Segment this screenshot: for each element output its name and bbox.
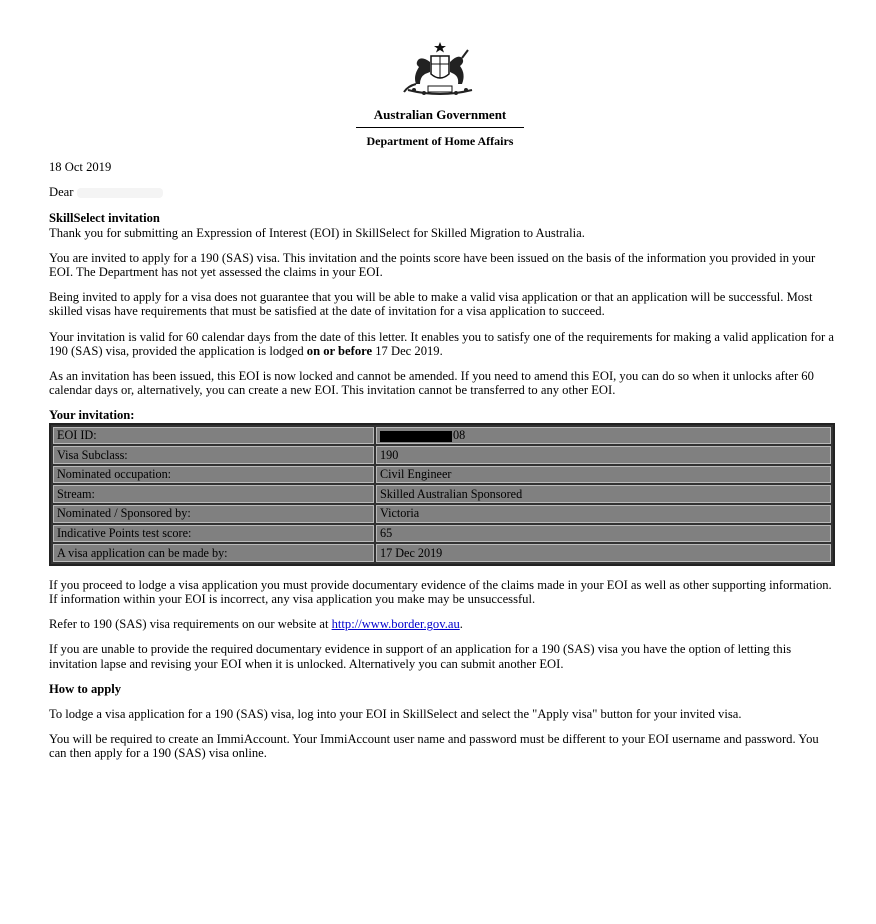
table-label: Indicative Points test score: bbox=[53, 525, 374, 543]
table-value: 17 Dec 2019 bbox=[376, 544, 831, 562]
table-value: 190 bbox=[376, 446, 831, 464]
table-row bbox=[53, 544, 831, 562]
coat-of-arms-icon bbox=[398, 40, 482, 100]
how-to-apply-heading: How to apply bbox=[49, 681, 122, 696]
letter-date: 18 Oct 2019 bbox=[49, 160, 112, 174]
paragraph-invited: You are invited to apply for a 190 (SAS) visa. This invitation and the points score have been issued on the basis of the information you provided in your EOI. The Department has not yet assessed the claims in your EOI. bbox=[49, 250, 816, 280]
paragraph-intro: Thank you for submitting an Expression of Interest (EOI) in SkillSelect for Skilled Migration to Australia. bbox=[49, 225, 585, 240]
redaction-block bbox=[380, 431, 452, 442]
table-label: A visa application can be made by: bbox=[53, 544, 374, 562]
table-label: Stream: bbox=[53, 485, 374, 503]
paragraph-locked: As an invitation has been issued, this EOI is now locked and cannot be amended. If you need to amend this EOI, you can do so when it unlocks after 60 calendar days or, alternatively, you can create a new EOI. This invitation cannot be transferred to any other EOI. bbox=[49, 369, 814, 398]
border-website-link[interactable]: http://www.border.gov.au bbox=[331, 617, 460, 632]
paragraph-immiaccount: You will be required to create an ImmiAccount. Your ImmiAccount user name and password must be different to your EOI username and password. You can then apply for a 190 (SAS) visa online. bbox=[49, 732, 819, 761]
greeting-text: Dear bbox=[49, 185, 74, 200]
letterhead bbox=[340, 40, 540, 148]
table-row bbox=[53, 466, 831, 484]
greeting bbox=[49, 185, 839, 199]
government-name: Australian Government bbox=[373, 107, 507, 122]
validity-emphasis: on or before bbox=[306, 343, 373, 358]
table-row bbox=[53, 446, 831, 464]
table-value: Civil Engineer bbox=[376, 466, 831, 484]
letter-body bbox=[49, 160, 839, 772]
validity-date: 17 Dec 2019. bbox=[372, 343, 443, 358]
invitation-heading: Your invitation: bbox=[49, 408, 135, 423]
table-row bbox=[53, 427, 831, 445]
table-label: Nominated / Sponsored by: bbox=[53, 505, 374, 523]
table-value: Victoria bbox=[376, 505, 831, 523]
table-label: Nominated occupation: bbox=[53, 466, 374, 484]
table-row bbox=[53, 505, 831, 523]
refer-end: . bbox=[459, 617, 463, 632]
department-name: Department of Home Affairs bbox=[366, 134, 514, 149]
paragraph-lapse: If you are unable to provide the required documentary evidence in support of an application for a 190 (SAS) visa you have the option of letting this invitation lapse and revising your EOI when it is unlocked. Alternatively you can submit another EOI. bbox=[49, 642, 792, 671]
header-divider bbox=[356, 127, 524, 128]
paragraph-validity bbox=[49, 330, 839, 358]
table-value bbox=[376, 427, 831, 445]
refer-text: Refer to 190 (SAS) visa requirements on our website at bbox=[49, 617, 332, 632]
paragraph-apply: To lodge a visa application for a 190 (SAS) visa, log into your EOI in SkillSelect and select the "Apply visa" button for your invited visa. bbox=[49, 707, 742, 722]
paragraph-refer bbox=[49, 617, 839, 631]
table-value: Skilled Australian Sponsored bbox=[376, 485, 831, 503]
redacted-name bbox=[77, 188, 163, 198]
eoi-id-suffix: 08 bbox=[453, 427, 466, 442]
table-label: EOI ID: bbox=[53, 427, 374, 445]
paragraph-evidence: If you proceed to lodge a visa application you must provide documentary evidence of the claims made in your EOI as well as other supporting information. If information within your EOI is incorrect, any visa application you make may be unsuccessful. bbox=[49, 577, 832, 606]
table-row bbox=[53, 525, 831, 543]
validity-text: Your invitation is valid for 60 calendar days from the date of this letter. It enables you to satisfy one of the requirements for making a valid application for a 190 (SAS) visa, provided the application is lodged bbox=[49, 329, 834, 358]
paragraph-guarantee: Being invited to apply for a visa does not guarantee that you will be able to make a valid visa application or that an application will be successful. Most skilled visas have requirements that must be satisfied at the date of invitation for a visa application to succeed. bbox=[49, 290, 813, 319]
section-title: SkillSelect invitation bbox=[49, 211, 160, 226]
table-label: Visa Subclass: bbox=[53, 446, 374, 464]
invitation-table bbox=[49, 423, 835, 566]
table-row bbox=[53, 485, 831, 503]
table-value: 65 bbox=[376, 525, 831, 543]
